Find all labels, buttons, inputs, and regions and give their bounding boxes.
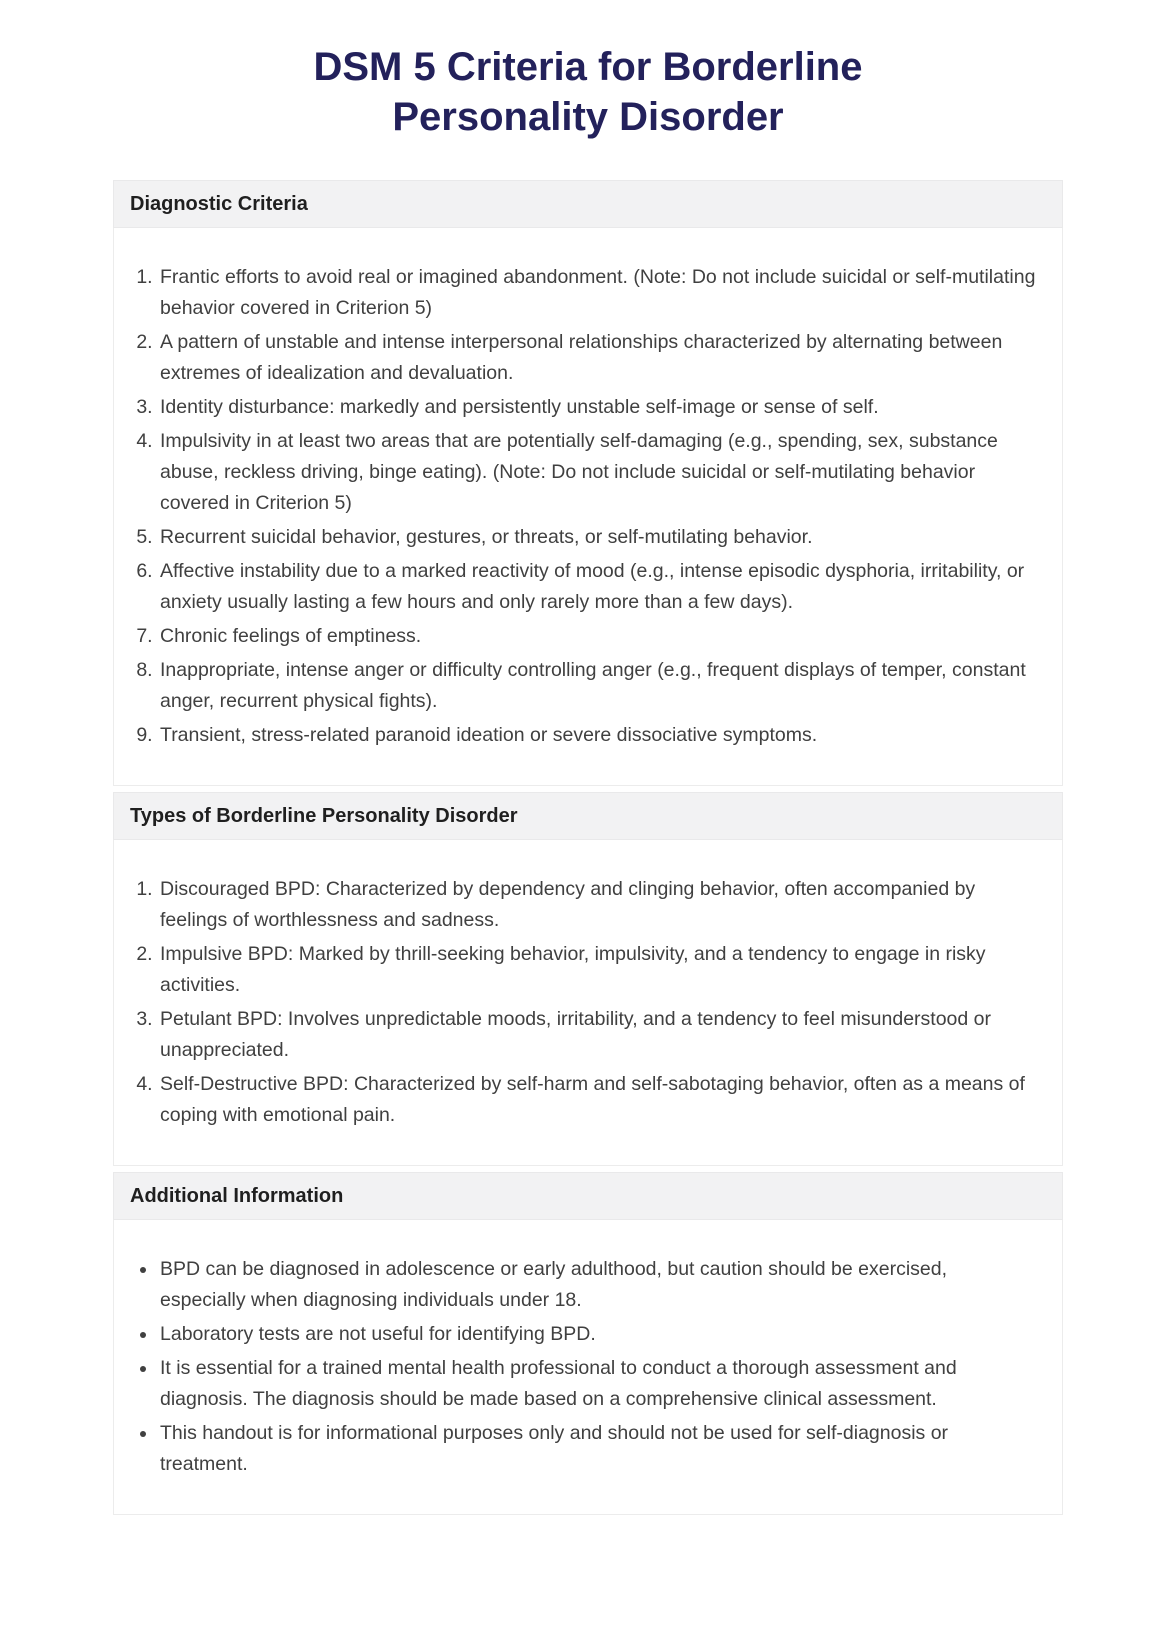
list-item: 5. Recurrent suicidal behavior, gestures, or threats, or self-mutilating behavior. (158, 522, 1038, 553)
page-title-line1: DSM 5 Criteria for Borderline (313, 45, 863, 89)
list-item: • This handout is for informational purposes only and should not be used for self-diagnosis or treatment. (158, 1418, 1038, 1480)
section-body-additional-information (113, 1220, 1063, 1515)
list-item: 1. Frantic efforts to avoid real or imagined abandonment. (Note: Do not include suicidal or self-mutilating behavior covered in Criterion 5) (158, 262, 1038, 324)
list-item: 4. Impulsivity in at least two areas that are potentially self-damaging (e.g., spending, sex, substance abuse, reckless driving, binge eating). (Note: Do not include suicidal or self-mutilating behavior covered in Criterion 5) (158, 426, 1038, 519)
list-item: 3. Identity disturbance: markedly and persistently unstable self-image or sense of self. (158, 392, 1038, 423)
section-heading-additional-information: Additional Information (113, 1172, 1063, 1220)
list-item: 9. Transient, stress-related paranoid ideation or severe dissociative symptoms. (158, 720, 1038, 751)
bullet-list (130, 1254, 1038, 1480)
list-item: • Laboratory tests are not useful for identifying BPD. (158, 1319, 1038, 1350)
section-body-diagnostic-criteria (113, 228, 1063, 786)
numbered-list (130, 874, 1038, 1131)
list-item: 2. A pattern of unstable and intense interpersonal relationships characterized by alternating between extremes of idealization and devaluation. (158, 327, 1038, 389)
section-heading-diagnostic-criteria: Diagnostic Criteria (113, 180, 1063, 228)
list-item: • BPD can be diagnosed in adolescence or early adulthood, but caution should be exercised, especially when diagnosing individuals under 18. (158, 1254, 1038, 1316)
section-additional-information (113, 1172, 1063, 1515)
section-body-types-of-bpd (113, 840, 1063, 1166)
list-item: 6. Affective instability due to a marked reactivity of mood (e.g., intense episodic dysphoria, irritability, or anxiety usually lasting a few hours and only rarely more than a few days). (158, 556, 1038, 618)
section-types-of-bpd (113, 792, 1063, 1166)
list-item: 7. Chronic feelings of emptiness. (158, 621, 1038, 652)
numbered-list (130, 262, 1038, 751)
page-title-line2: Personality Disorder (392, 95, 784, 139)
page-title (0, 42, 1176, 142)
section-diagnostic-criteria (113, 180, 1063, 786)
list-item: 3. Petulant BPD: Involves unpredictable moods, irritability, and a tendency to feel misunderstood or unappreciated. (158, 1004, 1038, 1066)
section-heading-types-of-bpd: Types of Borderline Personality Disorder (113, 792, 1063, 840)
list-item: • It is essential for a trained mental health professional to conduct a thorough assessment and diagnosis. The diagnosis should be made based on a comprehensive clinical assessment. (158, 1353, 1038, 1415)
list-item: 4. Self-Destructive BPD: Characterized by self-harm and self-sabotaging behavior, often as a means of coping with emotional pain. (158, 1069, 1038, 1131)
list-item: 8. Inappropriate, intense anger or difficulty controlling anger (e.g., frequent displays of temper, constant anger, recurrent physical fights). (158, 655, 1038, 717)
sections (113, 180, 1063, 1515)
list-item: 2. Impulsive BPD: Marked by thrill-seeking behavior, impulsivity, and a tendency to engage in risky activities. (158, 939, 1038, 1001)
list-item: 1. Discouraged BPD: Characterized by dependency and clinging behavior, often accompanied by feelings of worthlessness and sadness. (158, 874, 1038, 936)
